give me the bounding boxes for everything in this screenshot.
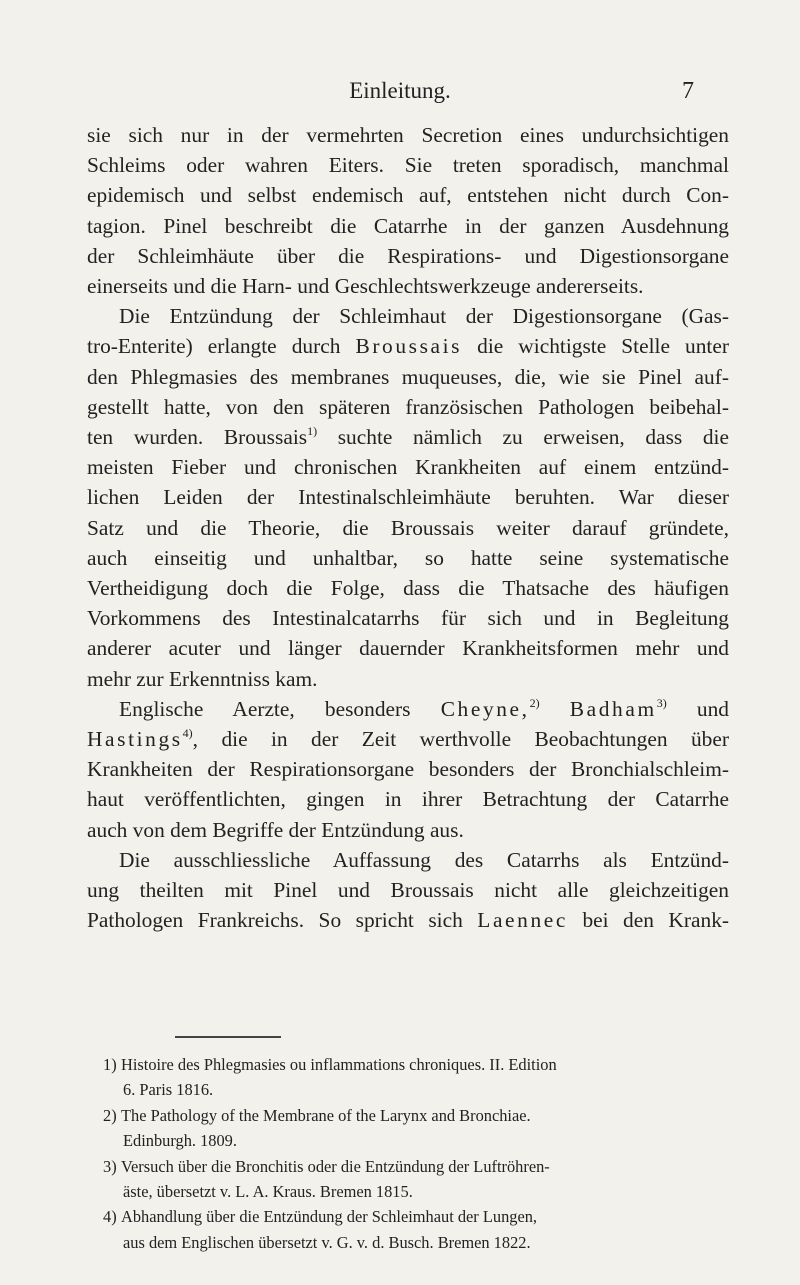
text-line: sie sich nur in der vermehrten Secretion eines undurchsichtigen <box>87 123 729 147</box>
footnote-ref: 2) <box>529 695 540 710</box>
main-text <box>87 120 729 935</box>
running-title: Einleitung. <box>349 78 451 103</box>
footnote-text: The Pathology of the Membrane of the Larynx and Bronchiae. <box>121 1105 531 1125</box>
footnote-text: Histoire des Phlegmasies ou inflammations chroniques. II. Edition <box>121 1055 557 1074</box>
text-fragment: Pathologen Frankreichs. So spricht sich <box>87 908 463 933</box>
text-line: mehr zur Erkenntniss kam. <box>87 666 318 691</box>
text-line: den Phlegmasies des membranes muqueuses, die, wie sie Pinel auf- <box>87 364 729 389</box>
text-fragment: tro-Enterite) erlangte durch <box>87 334 341 359</box>
text-line: Die Entzündung der Schleimhaut der Digestionsorgane (Gas- <box>119 304 729 329</box>
text-line: anderer acuter und länger dauernder Krankheitsformen mehr und <box>87 636 729 661</box>
footnote-divider <box>175 1036 281 1038</box>
footnote-text: äste, übersetzt v. L. A. Kraus. Bremen 1815. <box>123 1182 413 1202</box>
footnote-text: Versuch über die Bronchitis oder die Entzündung der Luftröhren- <box>121 1156 550 1176</box>
footnote-marker: 4) <box>103 1207 117 1227</box>
text-fragment: ten wurden. Broussais <box>87 425 308 450</box>
footnote-text: Abhandlung über die Entzündung der Schleimhaut der Lungen, <box>121 1207 538 1227</box>
text-line <box>87 422 729 452</box>
text-line <box>87 905 729 935</box>
footnote-ref: 3) <box>656 695 667 710</box>
footnotes <box>103 1052 728 1255</box>
footnote-marker: 3) <box>103 1156 117 1176</box>
text-line: lichen Leiden der Intestinalschleimhäute beruhten. War dieser <box>87 485 729 510</box>
person-name: Badham <box>569 696 657 721</box>
text-line: haut veröffentlichten, gingen in ihrer Betrachtung der Catarrhe <box>87 787 729 812</box>
text-fragment: suchte nämlich zu erweisen, dass die <box>337 425 729 450</box>
running-header <box>0 70 800 104</box>
footnote <box>103 1052 728 1103</box>
text-fragment: die in der Zeit werthvolle Beobachtungen über <box>221 727 729 752</box>
text-line: auch von dem Begriffe der Entzündung aus. <box>87 817 464 842</box>
footnote-text: aus dem Englischen übersetzt v. G. v. d. Busch. Bremen 1822. <box>123 1232 531 1252</box>
person-name: Laennec <box>477 908 568 933</box>
person-name: Hastings <box>87 727 183 752</box>
person-name: Cheyne, <box>440 696 530 721</box>
text-line: Vorkommens des Intestinalcatarrhs für sich und in Begleitung <box>87 606 729 631</box>
text-line: Satz und die Theorie, die Broussais weiter darauf gründete, <box>87 515 729 540</box>
page-number: 7 <box>682 78 694 104</box>
text-line <box>87 694 729 724</box>
text-fragment: die wichtigste Stelle unter <box>477 334 729 359</box>
footnote-text: Edinburgh. 1809. <box>123 1131 237 1151</box>
text-fragment: Englische Aerzte, besonders <box>119 696 411 721</box>
footnote-ref: 1) <box>307 424 318 439</box>
text-line: einerseits und die Harn- und Geschlechtswerkzeuge andererseits. <box>87 274 644 299</box>
text-line: auch einseitig und unhaltbar, so hatte seine systematische <box>87 545 729 570</box>
footnote-text: 6. Paris 1816. <box>123 1080 214 1100</box>
text-line: Hastings$^{4)}$, die in der Zeit werthvolle Beobachtungen über <box>87 726 729 752</box>
text-line: ung theilten mit Pinel und Broussais nicht alle gleichzeitigen <box>87 878 729 903</box>
footnote-marker: 2) <box>103 1105 117 1125</box>
footnote-marker: 1) <box>103 1055 117 1074</box>
text-line: Die ausschliessliche Auffassung des Catarrhs als Entzünd- <box>119 847 729 872</box>
text-line: Vertheidigung doch die Folge, dass die Thatsache des häufigen <box>87 576 729 601</box>
text-line: Krankheiten der Respirationsorgane besonders der Bronchialschleim- <box>87 757 729 782</box>
text-line: tagion. Pinel beschreibt die Catarrhe in der ganzen Ausdehnung <box>87 213 729 238</box>
person-name: Broussais <box>355 334 463 359</box>
text-line: Schleims oder wahren Eiters. Sie treten sporadisch, manchmal <box>87 153 729 178</box>
text-line: der Schleimhäute über die Respirations- und Digestionsorgane <box>87 243 729 268</box>
footnote <box>103 1154 728 1205</box>
text-line: meisten Fieber und chronischen Krankheiten auf einem entzünd- <box>87 455 729 480</box>
text-fragment: und <box>696 696 729 721</box>
text-fragment: bei den Krank- <box>582 908 730 933</box>
text-line: gestellt hatte, von den späteren französischen Pathologen beibehal- <box>87 394 729 419</box>
text-line: epidemisch und selbst endemisch auf, entstehen nicht durch Con- <box>87 183 729 208</box>
footnote-ref: 4) <box>182 726 193 741</box>
footnote <box>103 1204 728 1255</box>
text-line <box>87 331 729 361</box>
footnote <box>103 1103 728 1154</box>
